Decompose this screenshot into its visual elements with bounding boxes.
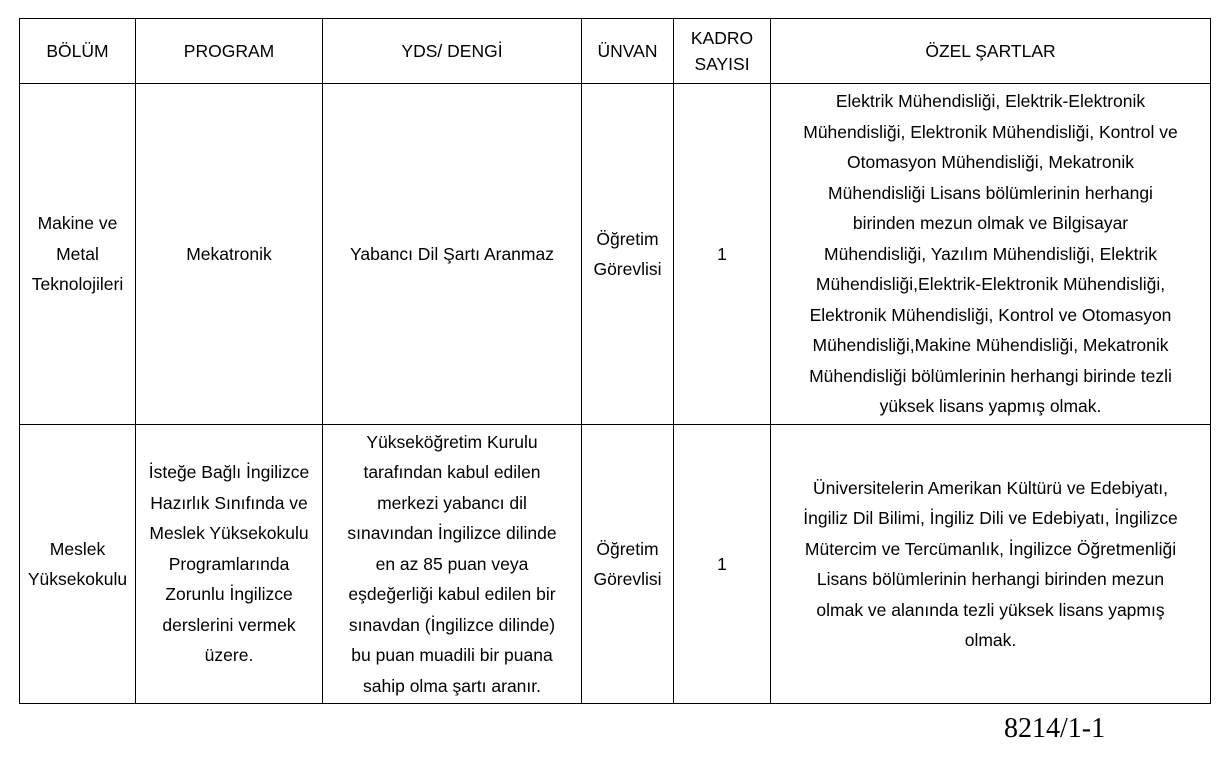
cell-line: Görevlisi	[593, 569, 662, 589]
cell-line: İsteğe Bağlı İngilizce	[148, 462, 310, 483]
header-kadro-line: SAYISI	[694, 54, 750, 74]
cell-unvan	[582, 425, 674, 704]
cell-line: eşdeğerliği kabul edilen bir	[348, 584, 556, 605]
cell-line: Mütercim ve Tercümanlık, İngilizce Öğretmenliği	[804, 538, 1177, 559]
cell-line: Yükseköğretim Kurulu	[366, 431, 538, 452]
cell-line: derslerini vermek	[162, 614, 296, 635]
cell-line: Programlarında	[168, 553, 290, 574]
table-row	[20, 425, 1211, 704]
cell-line: Mühendisliği, Yazılım Mühendisliği, Elektrik	[824, 243, 1157, 264]
cell-line: Teknolojileri	[31, 274, 124, 295]
cell-line: Mühendisliği Lisans bölümlerinin herhangi	[828, 182, 1153, 203]
cell-ozel	[771, 425, 1211, 704]
table-row	[20, 84, 1211, 425]
cell-line: merkezi yabancı dil	[377, 492, 527, 513]
cell-line: Lisans bölümlerinin herhangi birinden mezun	[816, 569, 1165, 589]
header-ozel: ÖZEL ŞARTLAR	[771, 19, 1211, 84]
cell-line: Öğretim	[596, 538, 659, 559]
cell-line: sınavından İngilizce dilinde	[347, 523, 557, 544]
header-kadro	[674, 19, 771, 84]
cell-line: Üniversitelerin Amerikan Kültürü ve Edebiyatı,	[812, 477, 1169, 498]
cell-ozel	[771, 84, 1211, 425]
cell-bolum	[20, 84, 136, 425]
cell-line: tarafından kabul edilen	[363, 462, 541, 483]
cell-line: sınavdan (İngilizce dilinde)	[348, 614, 556, 635]
header-kadro-line: KADRO	[690, 28, 754, 48]
cell-line: sahip olma şartı aranır.	[363, 675, 541, 696]
cell-line: İngiliz Dil Bilimi, İngiliz Dili ve Edebiyatı, İngilizce	[803, 508, 1178, 528]
cell-line: Yabancı Dil Şartı Aranmaz	[350, 243, 554, 264]
cell-line: olmak.	[964, 630, 1017, 650]
cell-line: Yüksekokulu	[27, 569, 128, 589]
cell-line: birinden mezun olmak ve Bilgisayar	[852, 213, 1129, 234]
cell-line: bu puan muadili bir puana	[351, 645, 553, 666]
cell-line: Mühendisliği bölümlerinin herhangi birinde tezli	[809, 365, 1172, 386]
cell-line: yüksek lisans yapmış olmak.	[879, 396, 1102, 417]
cell-bolum	[20, 425, 136, 704]
positions-table	[19, 18, 1211, 704]
cell-line: Öğretim	[596, 228, 659, 249]
cell-line: olmak ve alanında tezli yüksek lisans yapmış	[816, 599, 1165, 620]
cell-yds	[323, 84, 582, 425]
cell-line: en az 85 puan veya	[375, 553, 529, 574]
reference-number: 8214/1-1	[1004, 713, 1106, 744]
cell-line: Meslek Yüksekokulu	[149, 523, 309, 544]
cell-line: Otomasyon Mühendisliği, Mekatronik	[847, 152, 1134, 173]
cell-program	[136, 84, 323, 425]
header-row	[20, 19, 1211, 84]
cell-line: Meslek	[49, 538, 106, 559]
cell-line: Mühendisliği,Makine Mühendisliği, Mekatronik	[812, 335, 1169, 356]
cell-line: Mühendisliği,Elektrik-Elektronik Mühendisliği,	[815, 274, 1166, 295]
header-bolum: BÖLÜM	[20, 19, 136, 84]
cell-line: Mekatronik	[186, 243, 272, 264]
cell-line: üzere.	[204, 645, 254, 666]
cell-line: Elektronik Mühendisliği, Kontrol ve Otomasyon	[809, 304, 1172, 325]
cell-kadro: 1	[674, 425, 771, 704]
cell-program	[136, 425, 323, 704]
cell-line: Metal	[56, 243, 99, 264]
cell-line: Elektrik Mühendisliği, Elektrik-Elektronik	[835, 91, 1146, 112]
cell-yds	[323, 425, 582, 704]
cell-line: Görevlisi	[593, 259, 662, 279]
cell-line: Zorunlu İngilizce	[165, 584, 293, 605]
cell-line: Mühendisliği, Elektronik Mühendisliği, Kontrol ve	[803, 121, 1178, 142]
cell-unvan	[582, 84, 674, 425]
header-yds: YDS/ DENGİ	[323, 19, 582, 84]
cell-line: Makine ve	[37, 213, 118, 234]
header-program: PROGRAM	[136, 19, 323, 84]
cell-kadro: 1	[674, 84, 771, 425]
cell-line: Hazırlık Sınıfında ve	[150, 492, 308, 513]
header-unvan: ÜNVAN	[582, 19, 674, 84]
